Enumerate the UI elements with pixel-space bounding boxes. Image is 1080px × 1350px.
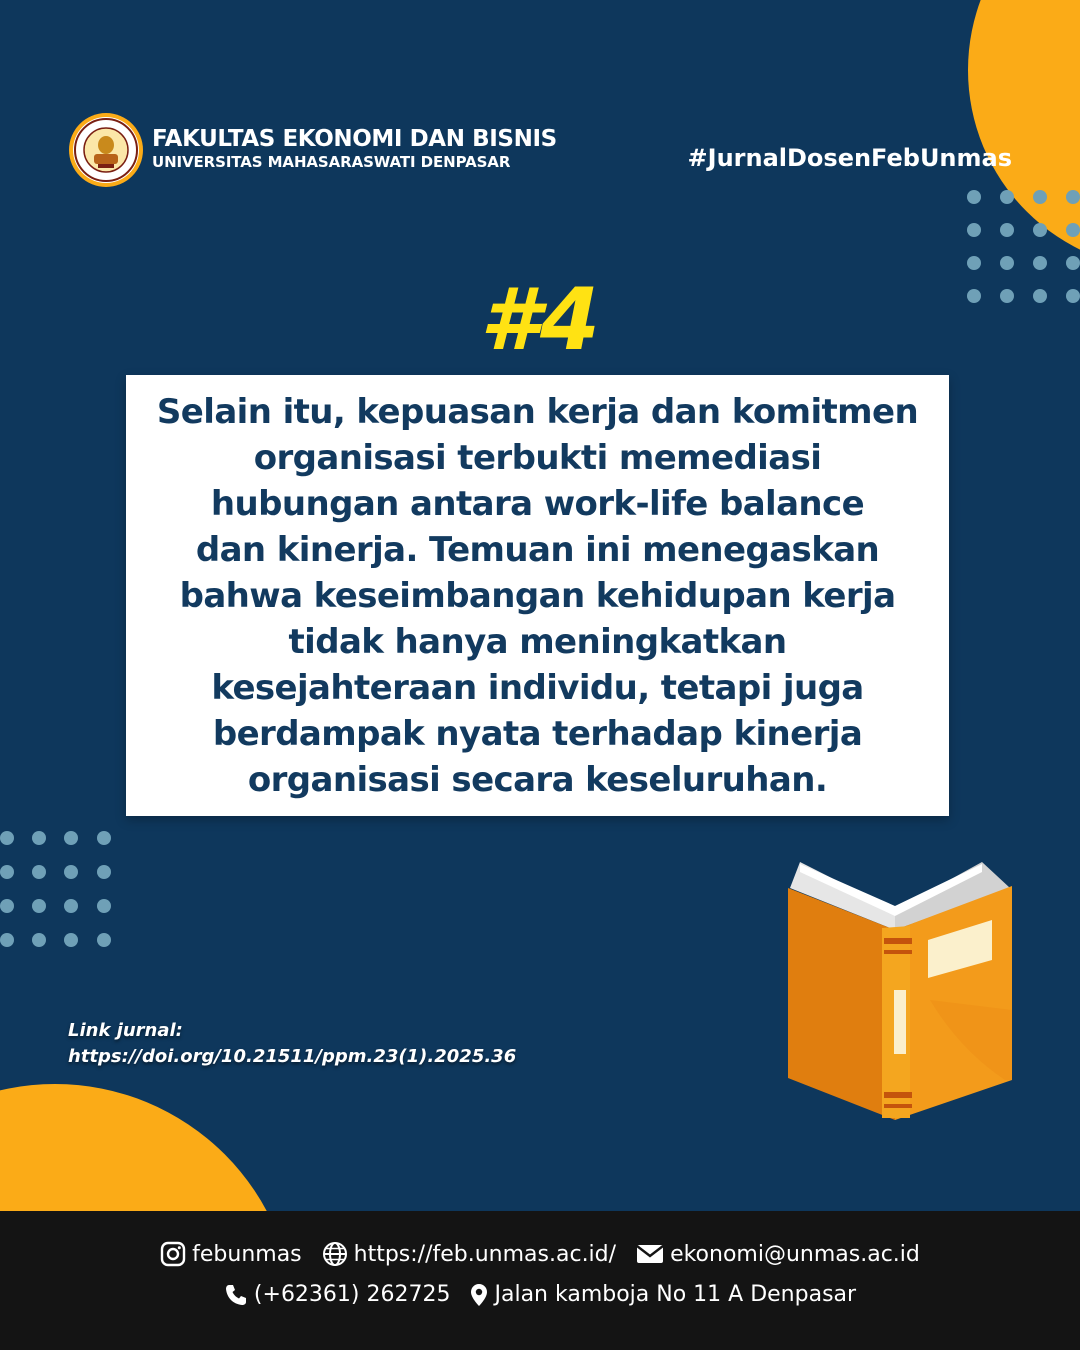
hashtag: #JurnalDosenFebUnmas <box>687 144 1012 172</box>
envelope-icon <box>636 1243 664 1265</box>
body-line-7: kesejahteraan individu, tetapi juga <box>211 668 864 708</box>
instagram-icon <box>160 1241 186 1267</box>
open-book-icon <box>770 850 1030 1130</box>
website-contact[interactable] <box>322 1241 616 1267</box>
instagram-handle: febunmas <box>192 1241 302 1267</box>
body-line-2: organisasi terbukti memediasi <box>253 438 822 478</box>
faculty-brand <box>152 125 557 171</box>
university-seal-icon <box>68 112 144 188</box>
street-address: Jalan kamboja No 11 A Denpasar <box>494 1282 857 1307</box>
body-line-6: tidak hanya meningkatkan <box>288 622 787 662</box>
phone-contact[interactable] <box>224 1282 451 1307</box>
faculty-name: FAKULTAS EKONOMI DAN BISNIS <box>152 126 557 152</box>
body-line-4: dan kinerja. Temuan ini menegaskan <box>195 530 880 570</box>
body-line-3: hubungan antara work-life balance <box>210 484 865 524</box>
university-name: UNIVERSITAS MAHASARASWATI DENPASAR <box>152 153 511 171</box>
instagram-contact[interactable] <box>160 1241 302 1267</box>
email-contact[interactable] <box>636 1242 920 1267</box>
slide-number: #4 <box>480 270 600 370</box>
journal-link-block <box>68 1018 516 1070</box>
body-line-9: organisasi secara keseluruhan. <box>247 760 828 800</box>
phone-icon <box>224 1283 248 1307</box>
footer-row-1 <box>0 1241 1080 1267</box>
address-contact[interactable] <box>470 1282 856 1307</box>
journal-link-url[interactable]: https://doi.org/10.21511/ppm.23(1).2025.36 <box>68 1046 517 1067</box>
contact-footer <box>0 1211 1080 1350</box>
footer-row-2 <box>0 1282 1080 1307</box>
body-line-1: Selain itu, kepuasan kerja dan komitmen <box>156 392 919 432</box>
decorative-circle-top-right <box>968 0 1080 270</box>
website-url: https://feb.unmas.ac.id/ <box>353 1241 617 1267</box>
body-line-5: bahwa keseimbangan kehidupan kerja <box>179 576 896 616</box>
location-pin-icon <box>470 1283 488 1307</box>
globe-icon <box>322 1241 348 1267</box>
journal-link-label: Link jurnal: <box>68 1020 183 1041</box>
email-address: ekonomi@unmas.ac.id <box>670 1241 920 1267</box>
phone-number: (+62361) 262725 <box>253 1282 451 1307</box>
body-line-8: berdampak nyata terhadap kinerja <box>212 714 863 754</box>
finding-card <box>126 375 949 816</box>
